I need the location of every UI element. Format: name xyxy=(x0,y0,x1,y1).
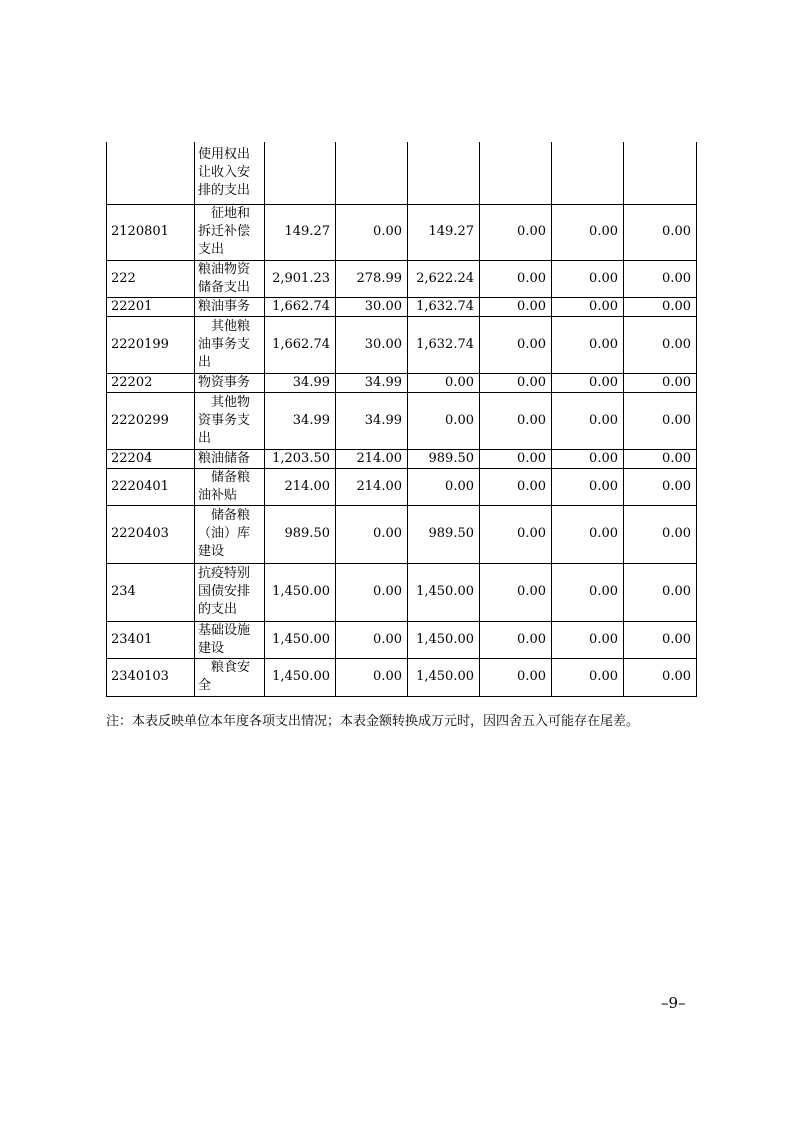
subject-name-cell: 征地和拆迁补偿支出 xyxy=(195,204,265,260)
amount-cell: 0.00 xyxy=(624,373,697,392)
subject-code-cell: 22202 xyxy=(107,373,195,392)
subject-code-cell: 234 xyxy=(107,563,195,621)
amount-cell: 0.00 xyxy=(336,204,408,260)
table-row xyxy=(107,449,697,468)
amount-cell: 0.00 xyxy=(552,204,624,260)
subject-code-cell: 22201 xyxy=(107,297,195,316)
amount-cell: 0.00 xyxy=(480,297,552,316)
amount-cell: 0.00 xyxy=(480,260,552,297)
amount-cell: 0.00 xyxy=(552,260,624,297)
amount-cell: 1,632.74 xyxy=(408,297,480,316)
amount-cell: 0.00 xyxy=(480,621,552,658)
amount-cell: 0.00 xyxy=(552,468,624,505)
amount-cell: 0.00 xyxy=(480,316,552,373)
subject-name-cell: 基础设施建设 xyxy=(195,621,265,658)
subject-name-cell: 储备粮油补贴 xyxy=(195,468,265,505)
amount-cell: 0.00 xyxy=(552,297,624,316)
table-row xyxy=(107,373,697,392)
amount-cell: 0.00 xyxy=(480,373,552,392)
amount-cell: 0.00 xyxy=(408,468,480,505)
subject-name-cell: 抗疫特别国债安排的支出 xyxy=(195,563,265,621)
subject-name-cell: 粮食安全 xyxy=(195,658,265,696)
amount-cell: 1,450.00 xyxy=(408,658,480,696)
amount-cell: 1,632.74 xyxy=(408,316,480,373)
subject-name-cell: 物资事务 xyxy=(195,373,265,392)
table-row xyxy=(107,316,697,373)
page-number: –9– xyxy=(661,994,686,1012)
amount-cell: 0.00 xyxy=(408,392,480,449)
amount-cell: 214.00 xyxy=(336,449,408,468)
amount-cell: 2,622.24 xyxy=(408,260,480,297)
table-row xyxy=(107,260,697,297)
amount-cell: 278.99 xyxy=(336,260,408,297)
amount-cell: 0.00 xyxy=(336,621,408,658)
amount-cell: 0.00 xyxy=(480,449,552,468)
amount-cell: 0.00 xyxy=(552,316,624,373)
amount-cell: 0.00 xyxy=(480,505,552,563)
amount-cell xyxy=(336,142,408,204)
amount-cell: 1,450.00 xyxy=(408,563,480,621)
subject-name-cell: 储备粮（油）库建设 xyxy=(195,505,265,563)
amount-cell: 34.99 xyxy=(265,373,336,392)
amount-cell: 1,450.00 xyxy=(265,563,336,621)
amount-cell: 989.50 xyxy=(408,505,480,563)
amount-cell: 149.27 xyxy=(265,204,336,260)
amount-cell: 0.00 xyxy=(624,621,697,658)
table-row xyxy=(107,297,697,316)
amount-cell: 149.27 xyxy=(408,204,480,260)
amount-cell: 30.00 xyxy=(336,297,408,316)
table-row xyxy=(107,563,697,621)
subject-name-cell: 粮油物资储备支出 xyxy=(195,260,265,297)
table-row xyxy=(107,392,697,449)
amount-cell: 1,450.00 xyxy=(265,621,336,658)
amount-cell: 0.00 xyxy=(552,449,624,468)
amount-cell: 0.00 xyxy=(624,468,697,505)
amount-cell: 30.00 xyxy=(336,316,408,373)
amount-cell: 0.00 xyxy=(480,204,552,260)
subject-code-cell: 22204 xyxy=(107,449,195,468)
amount-cell: 0.00 xyxy=(480,563,552,621)
amount-cell: 0.00 xyxy=(624,563,697,621)
amount-cell: 0.00 xyxy=(480,392,552,449)
subject-code-cell: 2340103 xyxy=(107,658,195,696)
table-row xyxy=(107,658,697,696)
amount-cell: 989.50 xyxy=(408,449,480,468)
subject-code-cell: 2220299 xyxy=(107,392,195,449)
amount-cell: 0.00 xyxy=(624,449,697,468)
subject-name-cell: 其他粮油事务支出 xyxy=(195,316,265,373)
amount-cell: 0.00 xyxy=(552,392,624,449)
amount-cell: 0.00 xyxy=(624,260,697,297)
subject-code-cell: 2120801 xyxy=(107,204,195,260)
amount-cell: 0.00 xyxy=(552,621,624,658)
amount-cell: 0.00 xyxy=(408,373,480,392)
amount-cell: 214.00 xyxy=(265,468,336,505)
amount-cell xyxy=(624,142,697,204)
expenditure-table xyxy=(106,142,697,697)
amount-cell: 0.00 xyxy=(624,658,697,696)
subject-code-cell: 23401 xyxy=(107,621,195,658)
subject-name-cell: 粮油储备 xyxy=(195,449,265,468)
amount-cell: 0.00 xyxy=(480,468,552,505)
amount-cell: 214.00 xyxy=(336,468,408,505)
amount-cell: 0.00 xyxy=(552,563,624,621)
amount-cell: 0.00 xyxy=(552,658,624,696)
subject-code-cell: 2220401 xyxy=(107,468,195,505)
amount-cell: 1,662.74 xyxy=(265,316,336,373)
amount-cell: 1,450.00 xyxy=(265,658,336,696)
amount-cell: 989.50 xyxy=(265,505,336,563)
table-footnote: 注：本表反映单位本年度各项支出情况；本表金额转换成万元时，因四舍五入可能存在尾差。 xyxy=(106,714,640,729)
subject-code-cell: 2220199 xyxy=(107,316,195,373)
amount-cell: 0.00 xyxy=(336,658,408,696)
amount-cell xyxy=(265,142,336,204)
amount-cell: 0.00 xyxy=(480,658,552,696)
subject-code-cell: 2220403 xyxy=(107,505,195,563)
amount-cell: 0.00 xyxy=(336,563,408,621)
amount-cell: 34.99 xyxy=(336,392,408,449)
amount-cell xyxy=(552,142,624,204)
amount-cell: 0.00 xyxy=(624,316,697,373)
subject-name-cell: 粮油事务 xyxy=(195,297,265,316)
amount-cell: 0.00 xyxy=(552,373,624,392)
table-row xyxy=(107,468,697,505)
amount-cell: 34.99 xyxy=(265,392,336,449)
table-row xyxy=(107,204,697,260)
subject-code-cell xyxy=(107,142,195,204)
amount-cell: 2,901.23 xyxy=(265,260,336,297)
amount-cell: 0.00 xyxy=(624,392,697,449)
subject-code-cell: 222 xyxy=(107,260,195,297)
table-body xyxy=(107,142,697,696)
amount-cell: 0.00 xyxy=(624,297,697,316)
amount-cell: 1,203.50 xyxy=(265,449,336,468)
subject-name-cell: 其他物资事务支出 xyxy=(195,392,265,449)
amount-cell: 1,662.74 xyxy=(265,297,336,316)
amount-cell: 0.00 xyxy=(552,505,624,563)
table-row xyxy=(107,621,697,658)
amount-cell: 34.99 xyxy=(336,373,408,392)
amount-cell xyxy=(408,142,480,204)
subject-name-cell: 使用权出让收入安排的支出 xyxy=(195,142,265,204)
table-row xyxy=(107,142,697,204)
table-row xyxy=(107,505,697,563)
amount-cell: 0.00 xyxy=(624,204,697,260)
amount-cell: 0.00 xyxy=(624,505,697,563)
amount-cell xyxy=(480,142,552,204)
amount-cell: 0.00 xyxy=(336,505,408,563)
amount-cell: 1,450.00 xyxy=(408,621,480,658)
